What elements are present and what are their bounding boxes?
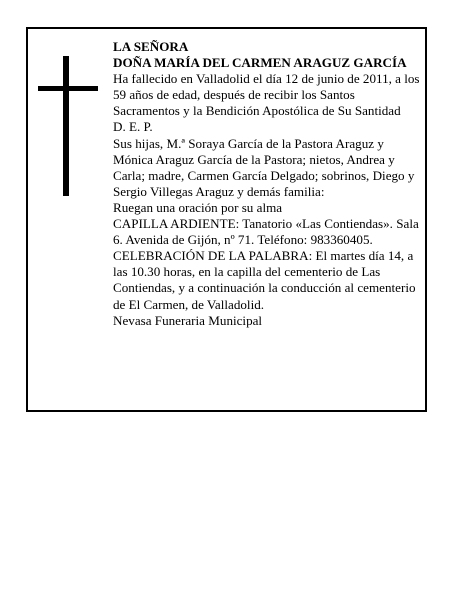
- deceased-name: DOÑA MARÍA DEL CARMEN ARAGUZ GARCÍA: [113, 55, 407, 71]
- prayer-request: Ruegan una oración por su alma: [113, 199, 283, 215]
- family-list: Sus hijas, M.ª Soraya García de la Pastora Araguz y Mónica Araguz García de la Pastora; nietos, Andrea y Carla; madre, Carmen García Delgado; sobrinos, Diego y Sergio Villegas Araguz y demás familia:: [113, 135, 415, 199]
- cross-vertical-bar: [63, 56, 69, 196]
- obituary-text: [113, 39, 421, 329]
- chapel-info: CAPILLA ARDIENTE: Tanatorio «Las Contiendas». Sala 6. Avenida de Gijón, nº 71. Teléfono: 983360405.: [113, 216, 419, 248]
- funeral-home: Nevasa Funeraria Municipal: [113, 312, 263, 328]
- death-announcement: Ha fallecido en Valladolid el día 12 de junio de 2011, a los 59 años de edad, después de recibir los Santos Sacramentos y la Bendición Apostólica de Su Santidad: [113, 71, 420, 119]
- dep-line: D. E. P.: [113, 119, 153, 135]
- ceremony-info: CELEBRACIÓN DE LA PALABRA: El martes día 14, a las 10.30 horas, en la capilla del cementerio de Las Contiendas, y a continuación la conducción al cementerio de El Carmen, de Valladolid.: [113, 248, 416, 312]
- heading-title: LA SEÑORA: [113, 39, 189, 54]
- latin-cross-icon: [38, 56, 98, 196]
- cross-horizontal-bar: [38, 86, 98, 91]
